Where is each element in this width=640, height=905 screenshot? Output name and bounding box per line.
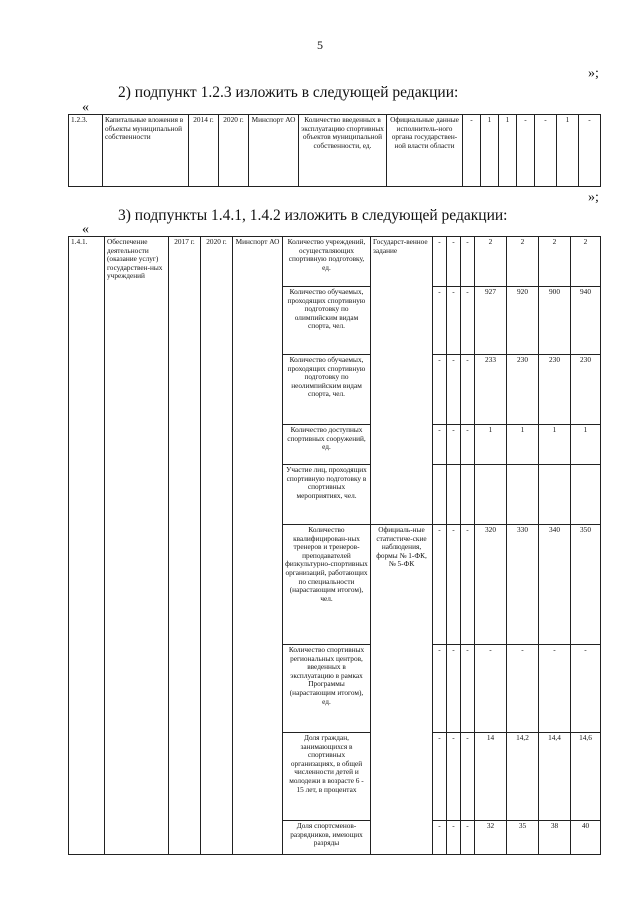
- value-cell: 2: [571, 237, 601, 287]
- value-cell: 230: [507, 355, 539, 425]
- value-cell: -: [447, 287, 461, 355]
- value-cell: -: [447, 355, 461, 425]
- value-cell: 340: [539, 525, 571, 645]
- value-cell: 14,2: [507, 733, 539, 821]
- value-cell: 2: [475, 237, 507, 287]
- start-year: 2014 г.: [189, 115, 219, 187]
- value-cell: 230: [571, 355, 601, 425]
- value-cell: 233: [475, 355, 507, 425]
- value-cell: [507, 465, 539, 525]
- table-subpoint-1-4-1: [68, 236, 601, 855]
- table-subpoint-1-2-3: [68, 114, 601, 187]
- indicator: Количество квалифицирован-ных тренеров и тренеров-преподавателей физкультурно-спортивных организаций, работающих по специальности (нарастающим итогом), чел.: [283, 525, 371, 645]
- indicator: Доля граждан, занимающихся в спортивных организациях, в общей численности детей и молодежи в возрасте 6 - 15 лет, в процентах: [283, 733, 371, 821]
- value-cell: 1: [571, 425, 601, 465]
- indicator: Количество введенных в эксплуатацию спортивных объектов муниципальной собственности, ед.: [299, 115, 387, 187]
- value-cell: -: [461, 287, 475, 355]
- start-year: 2017 г.: [169, 237, 201, 855]
- value-cell: 230: [539, 355, 571, 425]
- value-cell: -: [507, 645, 539, 733]
- executor: Минспорт АО: [233, 237, 283, 855]
- value-cell: [571, 465, 601, 525]
- opening-quote: «: [82, 100, 89, 115]
- value-cell: -: [433, 287, 447, 355]
- value-cell: 1: [481, 115, 499, 187]
- value-cell: 1: [499, 115, 517, 187]
- value-cell: 940: [571, 287, 601, 355]
- measure-name: Обеспечение деятельности (оказание услуг) государствен-ных учреждений: [105, 237, 169, 855]
- value-cell: 40: [571, 821, 601, 855]
- value-cell: -: [539, 645, 571, 733]
- value-cell: -: [463, 115, 481, 187]
- section-heading-3: 3) подпункты 1.4.1, 1.4.2 изложить в следующей редакции:: [118, 207, 508, 224]
- value-cell: [433, 465, 447, 525]
- opening-quote: «: [82, 222, 89, 237]
- value-cell: -: [447, 237, 461, 287]
- indicator: Количество обучаемых, проходящих спортивную подготовку по олимпийским видам спорта, чел.: [283, 287, 371, 355]
- value-cell: 35: [507, 821, 539, 855]
- value-cell: -: [433, 425, 447, 465]
- value-cell: -: [461, 645, 475, 733]
- indicator: Участие лиц, проходящих спортивную подготовку в спортивных мероприятиях, чел.: [283, 465, 371, 525]
- value-cell: 1: [507, 425, 539, 465]
- value-cell: 900: [539, 287, 571, 355]
- value-cell: -: [447, 425, 461, 465]
- value-cell: 2: [539, 237, 571, 287]
- value-cell: -: [461, 733, 475, 821]
- closing-quote: »;: [588, 190, 599, 205]
- value-cell: 38: [539, 821, 571, 855]
- executor: Минспорт АО: [249, 115, 299, 187]
- value-cell: -: [461, 525, 475, 645]
- value-cell: [475, 465, 507, 525]
- value-cell: 32: [475, 821, 507, 855]
- value-cell: 320: [475, 525, 507, 645]
- value-cell: 14: [475, 733, 507, 821]
- value-cell: -: [433, 645, 447, 733]
- value-cell: 14,4: [539, 733, 571, 821]
- value-cell: -: [433, 821, 447, 855]
- indicator: Доля спортсменов-разрядников, имеющих разряды: [283, 821, 371, 855]
- data-source: Государст-венное задание: [371, 237, 433, 525]
- value-cell: 2: [507, 237, 539, 287]
- data-source: Официальные данные исполнитель-ного органа государствен-ной власти области: [387, 115, 463, 187]
- section-heading-2: 2) подпункт 1.2.3 изложить в следующей редакции:: [118, 84, 459, 101]
- end-year: 2020 г.: [201, 237, 233, 855]
- value-cell: -: [433, 525, 447, 645]
- value-cell: -: [579, 115, 601, 187]
- row-number: 1.4.1.: [69, 237, 105, 855]
- value-cell: -: [475, 645, 507, 733]
- measure-name: Капитальные вложения в объекты муниципальной собственности: [103, 115, 189, 187]
- indicator: Количество доступных спортивных сооружений, ед.: [283, 425, 371, 465]
- value-cell: -: [447, 821, 461, 855]
- value-cell: 350: [571, 525, 601, 645]
- value-cell: -: [433, 355, 447, 425]
- value-cell: 920: [507, 287, 539, 355]
- value-cell: -: [447, 733, 461, 821]
- value-cell: 14,6: [571, 733, 601, 821]
- value-cell: -: [447, 525, 461, 645]
- indicator: Количество обучаемых, проходящих спортивную подготовку по неолимпийским видам спорта, чел.: [283, 355, 371, 425]
- value-cell: -: [517, 115, 535, 187]
- value-cell: -: [433, 237, 447, 287]
- value-cell: 1: [475, 425, 507, 465]
- value-cell: -: [461, 821, 475, 855]
- value-cell: -: [433, 733, 447, 821]
- value-cell: -: [461, 355, 475, 425]
- value-cell: -: [447, 645, 461, 733]
- indicator: Количество учреждений, осуществляющих спортивную подготовку, ед.: [283, 237, 371, 287]
- end-year: 2020 г.: [219, 115, 249, 187]
- value-cell: -: [461, 237, 475, 287]
- data-source: Официаль-ные статистиче-ские наблюдения, формы № 1-ФК, № 5-ФК: [371, 525, 433, 855]
- value-cell: 330: [507, 525, 539, 645]
- closing-quote: »;: [588, 66, 599, 81]
- value-cell: [539, 465, 571, 525]
- value-cell: 1: [557, 115, 579, 187]
- value-cell: -: [535, 115, 557, 187]
- indicator: Количество спортивных региональных центров, введенных в эксплуатацию в рамках Программы (нарастающим итогом), ед.: [283, 645, 371, 733]
- value-cell: [447, 465, 461, 525]
- value-cell: 1: [539, 425, 571, 465]
- value-cell: 927: [475, 287, 507, 355]
- page-number: 5: [317, 38, 323, 52]
- row-number: 1.2.3.: [69, 115, 103, 187]
- value-cell: [461, 465, 475, 525]
- value-cell: -: [571, 645, 601, 733]
- value-cell: -: [461, 425, 475, 465]
